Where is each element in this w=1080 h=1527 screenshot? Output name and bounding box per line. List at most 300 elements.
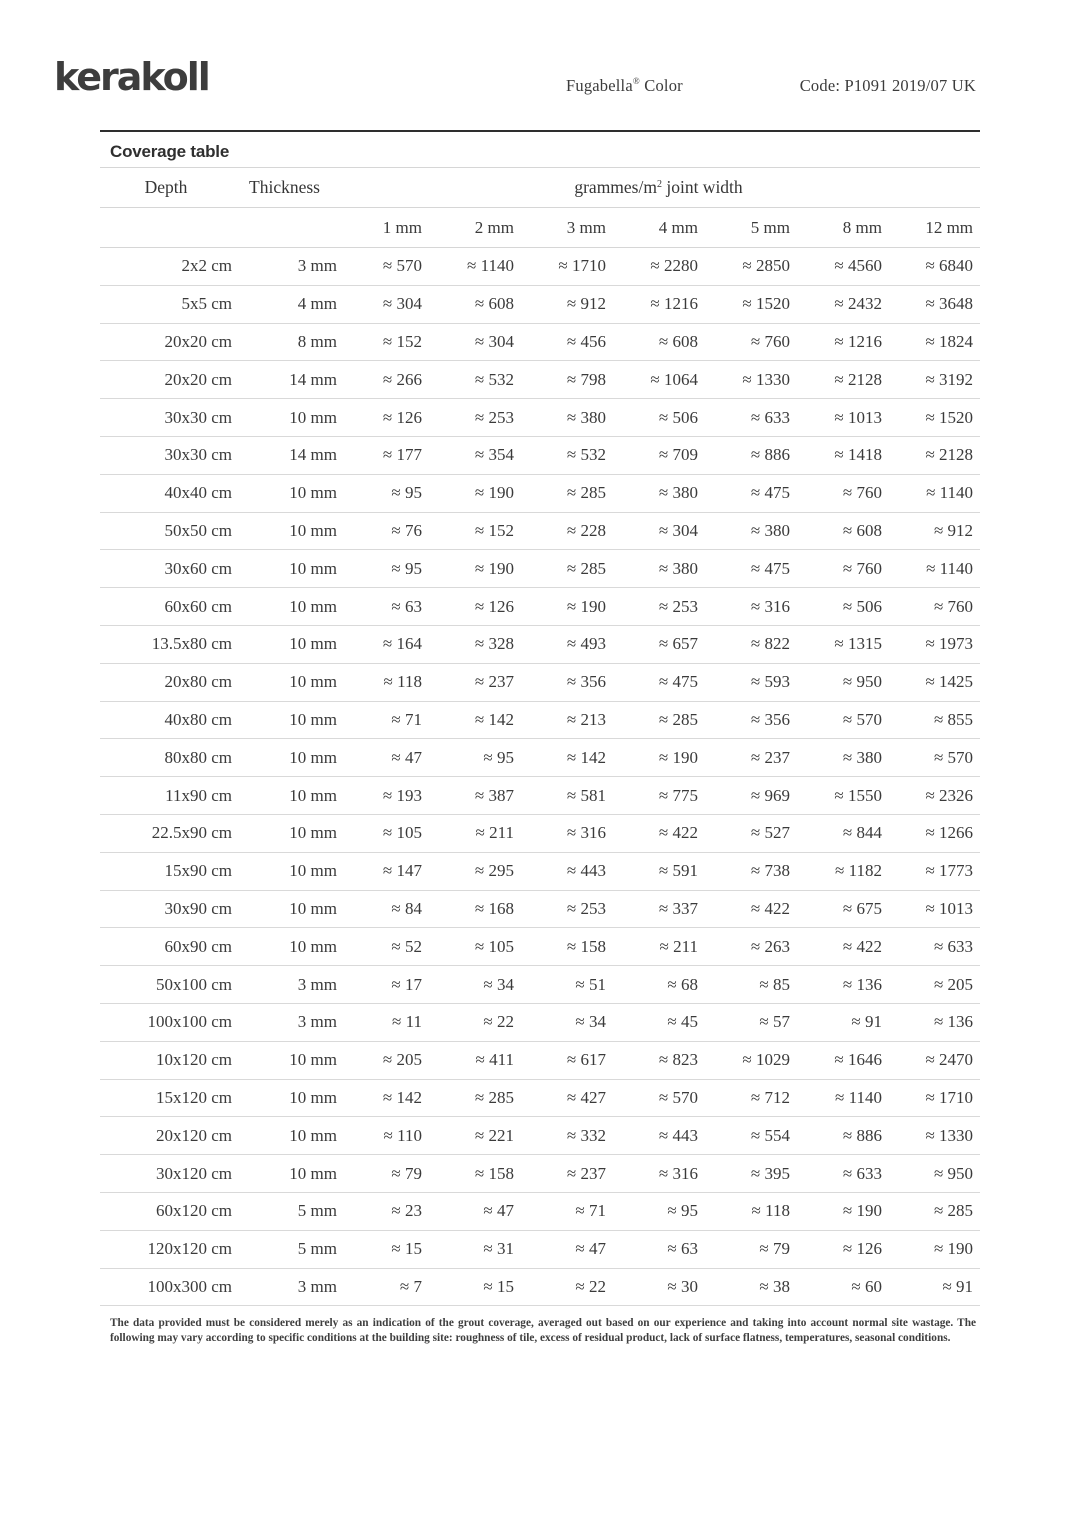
coverage-value-cell: ≈ 1330 — [925, 1125, 974, 1145]
coverage-table-body — [100, 248, 980, 1306]
coverage-value-cell: ≈ 285 — [566, 558, 606, 578]
coverage-value-cell: ≈ 105 — [382, 823, 422, 843]
coverage-value-cell: ≈ 190 — [658, 747, 698, 767]
joint-width-header-cell: 2 mm — [474, 217, 514, 237]
coverage-value-cell: ≈ 1710 — [558, 256, 606, 276]
coverage-value-cell: ≈ 266 — [382, 369, 422, 389]
depth-column-header: Depth — [144, 177, 188, 197]
coverage-value-cell: ≈ 304 — [474, 331, 514, 351]
coverage-value-cell: ≈ 380 — [658, 483, 698, 503]
coverage-value-cell: ≈ 886 — [842, 1125, 882, 1145]
depth-cell: 22.5x90 cm — [151, 823, 232, 843]
coverage-value-cell: ≈ 237 — [566, 1163, 606, 1183]
depth-cell: 30x30 cm — [164, 407, 232, 427]
coverage-value-cell: ≈ 34 — [575, 1012, 606, 1032]
thickness-cell: 4 mm — [297, 294, 337, 314]
coverage-value-cell: ≈ 2128 — [834, 369, 882, 389]
coverage-value-cell: ≈ 316 — [658, 1163, 698, 1183]
coverage-value-cell: ≈ 422 — [842, 936, 882, 956]
coverage-table-section — [100, 130, 980, 1306]
coverage-value-cell: ≈ 570 — [382, 256, 422, 276]
depth-cell: 40x40 cm — [164, 483, 232, 503]
thickness-cell: 3 mm — [297, 256, 337, 276]
coverage-value-cell: ≈ 136 — [933, 1012, 974, 1032]
table-row — [100, 1079, 980, 1117]
document-code: Code: P1091 2019/07 UK — [799, 76, 976, 95]
registered-trademark-symbol: ® — [632, 76, 640, 86]
depth-cell: 15x120 cm — [155, 1087, 232, 1107]
coverage-value-cell: ≈ 380 — [658, 558, 698, 578]
table-row — [100, 966, 980, 1004]
thickness-column-header: Thickness — [249, 177, 320, 197]
coverage-value-cell: ≈ 2470 — [925, 1050, 974, 1070]
thickness-cell: 10 mm — [289, 1163, 337, 1183]
thickness-cell: 3 mm — [297, 974, 337, 994]
coverage-value-cell: ≈ 152 — [382, 331, 422, 351]
coverage-value-cell: ≈ 380 — [750, 520, 790, 540]
coverage-value-cell: ≈ 23 — [391, 1201, 422, 1221]
coverage-value-cell: ≈ 285 — [566, 483, 606, 503]
thickness-cell: 10 mm — [289, 634, 337, 654]
coverage-value-cell: ≈ 11 — [392, 1012, 422, 1032]
coverage-value-cell: ≈ 79 — [391, 1163, 422, 1183]
coverage-value-cell: ≈ 205 — [382, 1050, 422, 1070]
thickness-cell: 14 mm — [289, 369, 337, 389]
table-row — [100, 248, 980, 286]
coverage-value-cell: ≈ 1550 — [834, 785, 882, 805]
coverage-value-cell: ≈ 253 — [474, 407, 514, 427]
depth-cell: 60x60 cm — [164, 596, 232, 616]
coverage-value-cell: ≈ 1140 — [467, 256, 514, 276]
unit-header-rest: joint width — [661, 177, 743, 197]
coverage-value-cell: ≈ 395 — [750, 1163, 790, 1183]
coverage-value-cell: ≈ 775 — [658, 785, 698, 805]
coverage-value-cell: ≈ 760 — [750, 331, 790, 351]
coverage-value-cell: ≈ 675 — [842, 898, 882, 918]
coverage-value-cell: ≈ 76 — [391, 520, 422, 540]
coverage-value-cell: ≈ 221 — [474, 1125, 514, 1145]
table-row — [100, 1155, 980, 1193]
coverage-value-cell: ≈ 6840 — [925, 256, 974, 276]
coverage-value-cell: ≈ 570 — [842, 709, 882, 729]
depth-cell: 50x50 cm — [164, 520, 232, 540]
coverage-value-cell: ≈ 1520 — [925, 407, 974, 427]
coverage-table — [100, 167, 980, 1306]
joint-width-header-row — [100, 208, 980, 248]
thickness-cell: 14 mm — [289, 445, 337, 465]
coverage-value-cell: ≈ 47 — [391, 747, 422, 767]
table-row — [100, 1003, 980, 1041]
coverage-value-cell: ≈ 633 — [750, 407, 790, 427]
coverage-value-cell: ≈ 57 — [759, 1012, 790, 1032]
coverage-value-cell: ≈ 285 — [474, 1087, 514, 1107]
coverage-value-cell: ≈ 823 — [658, 1050, 698, 1070]
coverage-value-cell: ≈ 760 — [933, 596, 974, 616]
product-title-suffix: Color — [644, 76, 683, 95]
thickness-cell: 10 mm — [289, 520, 337, 540]
thickness-cell: 10 mm — [289, 596, 337, 616]
coverage-value-cell: ≈ 591 — [658, 861, 698, 881]
coverage-value-cell: ≈ 253 — [566, 898, 606, 918]
coverage-value-cell: ≈ 95 — [483, 747, 514, 767]
coverage-value-cell: ≈ 1973 — [925, 634, 974, 654]
coverage-value-cell: ≈ 506 — [842, 596, 882, 616]
table-row — [100, 399, 980, 437]
coverage-value-cell: ≈ 633 — [933, 936, 974, 956]
coverage-value-cell: ≈ 380 — [842, 747, 882, 767]
coverage-value-cell: ≈ 328 — [474, 634, 514, 654]
empty-header-cell — [100, 208, 232, 248]
coverage-value-cell: ≈ 84 — [391, 898, 422, 918]
coverage-value-cell: ≈ 657 — [658, 634, 698, 654]
table-row — [100, 361, 980, 399]
coverage-value-cell: ≈ 190 — [474, 483, 514, 503]
coverage-value-cell: ≈ 1216 — [834, 331, 882, 351]
table-row — [100, 512, 980, 550]
table-row — [100, 550, 980, 588]
depth-cell: 60x90 cm — [164, 936, 232, 956]
coverage-value-cell: ≈ 63 — [667, 1239, 698, 1259]
thickness-cell: 10 mm — [289, 1087, 337, 1107]
depth-cell: 20x120 cm — [155, 1125, 232, 1145]
coverage-value-cell: ≈ 427 — [566, 1087, 606, 1107]
thickness-cell: 10 mm — [289, 1125, 337, 1145]
joint-width-header-cell: 3 mm — [566, 217, 606, 237]
coverage-value-cell: ≈ 168 — [474, 898, 514, 918]
coverage-value-cell: ≈ 205 — [933, 974, 974, 994]
coverage-value-cell: ≈ 1710 — [925, 1087, 974, 1107]
coverage-value-cell: ≈ 332 — [566, 1125, 606, 1145]
coverage-value-cell: ≈ 712 — [750, 1087, 790, 1107]
table-row — [100, 1268, 980, 1306]
coverage-value-cell: ≈ 475 — [750, 558, 790, 578]
coverage-value-cell: ≈ 295 — [474, 861, 514, 881]
coverage-value-cell: ≈ 15 — [391, 1239, 422, 1259]
table-row — [100, 701, 980, 739]
coverage-value-cell: ≈ 443 — [658, 1125, 698, 1145]
thickness-cell: 10 mm — [289, 936, 337, 956]
coverage-value-cell: ≈ 228 — [566, 520, 606, 540]
depth-cell: 15x90 cm — [164, 861, 232, 881]
table-row — [100, 1230, 980, 1268]
thickness-cell: 10 mm — [289, 747, 337, 767]
coverage-value-cell: ≈ 950 — [842, 672, 882, 692]
table-row — [100, 474, 980, 512]
depth-cell: 5x5 cm — [181, 294, 232, 314]
coverage-value-cell: ≈ 1773 — [925, 861, 974, 881]
coverage-value-cell: ≈ 47 — [575, 1239, 606, 1259]
coverage-value-cell: ≈ 554 — [750, 1125, 790, 1145]
coverage-value-cell: ≈ 22 — [575, 1276, 606, 1296]
thickness-cell: 8 mm — [297, 331, 337, 351]
coverage-value-cell: ≈ 7 — [399, 1276, 422, 1296]
thickness-cell: 10 mm — [289, 1050, 337, 1070]
coverage-value-cell: ≈ 356 — [566, 672, 606, 692]
coverage-value-cell: ≈ 38 — [759, 1276, 790, 1296]
coverage-value-cell: ≈ 532 — [566, 445, 606, 465]
coverage-value-cell: ≈ 760 — [842, 558, 882, 578]
coverage-value-cell: ≈ 354 — [474, 445, 514, 465]
coverage-value-cell: ≈ 68 — [667, 974, 698, 994]
coverage-value-cell: ≈ 617 — [566, 1050, 606, 1070]
coverage-value-cell: ≈ 17 — [391, 974, 422, 994]
coverage-value-cell: ≈ 912 — [933, 520, 974, 540]
depth-cell: 20x20 cm — [164, 369, 232, 389]
coverage-value-cell: ≈ 1824 — [925, 331, 974, 351]
coverage-value-cell: ≈ 51 — [575, 974, 606, 994]
coverage-value-cell: ≈ 570 — [658, 1087, 698, 1107]
coverage-value-cell: ≈ 1182 — [835, 861, 882, 881]
depth-cell: 100x300 cm — [147, 1276, 232, 1296]
table-row — [100, 323, 980, 361]
table-row — [100, 1041, 980, 1079]
coverage-value-cell: ≈ 950 — [933, 1163, 974, 1183]
coverage-value-cell: ≈ 456 — [566, 331, 606, 351]
coverage-value-cell: ≈ 4560 — [834, 256, 882, 276]
coverage-value-cell: ≈ 31 — [483, 1239, 514, 1259]
coverage-value-cell: ≈ 126 — [474, 596, 514, 616]
coverage-value-cell: ≈ 158 — [474, 1163, 514, 1183]
table-row — [100, 436, 980, 474]
thickness-cell: 10 mm — [289, 785, 337, 805]
coverage-value-cell: ≈ 608 — [842, 520, 882, 540]
thickness-cell: 10 mm — [289, 672, 337, 692]
joint-width-header-cell: 12 mm — [925, 217, 974, 237]
coverage-value-cell: ≈ 532 — [474, 369, 514, 389]
thickness-cell: 10 mm — [289, 709, 337, 729]
coverage-value-cell: ≈ 213 — [566, 709, 606, 729]
coverage-value-cell: ≈ 581 — [566, 785, 606, 805]
coverage-value-cell: ≈ 316 — [566, 823, 606, 843]
coverage-value-cell: ≈ 2280 — [650, 256, 698, 276]
coverage-value-cell: ≈ 798 — [566, 369, 606, 389]
coverage-value-cell: ≈ 1013 — [834, 407, 882, 427]
thickness-cell: 10 mm — [289, 823, 337, 843]
table-header-row — [100, 168, 980, 208]
coverage-value-cell: ≈ 15 — [483, 1276, 514, 1296]
coverage-value-cell: ≈ 190 — [474, 558, 514, 578]
coverage-value-cell: ≈ 570 — [933, 747, 974, 767]
coverage-value-cell: ≈ 63 — [391, 596, 422, 616]
coverage-value-cell: ≈ 1520 — [742, 294, 790, 314]
coverage-value-cell: ≈ 190 — [842, 1201, 882, 1221]
coverage-value-cell: ≈ 387 — [474, 785, 514, 805]
coverage-value-cell: ≈ 1140 — [926, 558, 974, 578]
coverage-value-cell: ≈ 2850 — [742, 256, 790, 276]
coverage-value-cell: ≈ 738 — [750, 861, 790, 881]
coverage-value-cell: ≈ 493 — [566, 634, 606, 654]
coverage-value-cell: ≈ 822 — [750, 634, 790, 654]
depth-cell: 20x80 cm — [164, 672, 232, 692]
coverage-value-cell: ≈ 356 — [750, 709, 790, 729]
depth-cell: 10x120 cm — [155, 1050, 232, 1070]
coverage-value-cell: ≈ 110 — [383, 1125, 422, 1145]
unit-column-header — [337, 168, 980, 208]
joint-width-header-cell: 8 mm — [842, 217, 882, 237]
coverage-value-cell: ≈ 190 — [566, 596, 606, 616]
depth-cell: 30x30 cm — [164, 445, 232, 465]
coverage-value-cell: ≈ 1418 — [834, 445, 882, 465]
coverage-value-cell: ≈ 285 — [658, 709, 698, 729]
coverage-value-cell: ≈ 71 — [391, 709, 422, 729]
coverage-value-cell: ≈ 147 — [382, 861, 422, 881]
coverage-value-cell: ≈ 475 — [658, 672, 698, 692]
table-row — [100, 1117, 980, 1155]
depth-cell: 2x2 cm — [181, 256, 232, 276]
depth-cell: 50x100 cm — [155, 974, 232, 994]
coverage-value-cell: ≈ 608 — [474, 294, 514, 314]
depth-cell: 40x80 cm — [164, 709, 232, 729]
kerakoll-logo: kerakoll — [54, 55, 209, 99]
coverage-value-cell: ≈ 1029 — [742, 1050, 790, 1070]
table-row — [100, 663, 980, 701]
coverage-value-cell: ≈ 47 — [483, 1201, 514, 1221]
coverage-value-cell: ≈ 443 — [566, 861, 606, 881]
table-row — [100, 588, 980, 626]
coverage-value-cell: ≈ 142 — [382, 1087, 422, 1107]
coverage-value-cell: ≈ 316 — [750, 596, 790, 616]
joint-width-header-cell: 5 mm — [750, 217, 790, 237]
coverage-value-cell: ≈ 60 — [851, 1276, 882, 1296]
coverage-value-cell: ≈ 709 — [658, 445, 698, 465]
coverage-value-cell: ≈ 1064 — [650, 369, 698, 389]
product-title — [566, 76, 683, 96]
table-row — [100, 739, 980, 777]
coverage-value-cell: ≈ 1330 — [742, 369, 790, 389]
product-title-name: Fugabella — [566, 76, 633, 95]
joint-width-header-cell: 4 mm — [658, 217, 698, 237]
thickness-cell: 5 mm — [297, 1201, 337, 1221]
coverage-value-cell: ≈ 304 — [382, 294, 422, 314]
table-row — [100, 814, 980, 852]
coverage-value-cell: ≈ 95 — [391, 483, 422, 503]
coverage-value-cell: ≈ 22 — [483, 1012, 514, 1032]
thickness-cell: 3 mm — [297, 1276, 337, 1296]
coverage-value-cell: ≈ 855 — [933, 709, 974, 729]
coverage-value-cell: ≈ 91 — [851, 1012, 882, 1032]
table-row — [100, 928, 980, 966]
coverage-value-cell: ≈ 253 — [658, 596, 698, 616]
coverage-value-cell: ≈ 608 — [658, 331, 698, 351]
coverage-value-cell: ≈ 1266 — [925, 823, 974, 843]
table-row — [100, 890, 980, 928]
coverage-value-cell: ≈ 506 — [658, 407, 698, 427]
coverage-value-cell: ≈ 142 — [474, 709, 514, 729]
coverage-value-cell: ≈ 211 — [475, 823, 514, 843]
coverage-value-cell: ≈ 422 — [750, 898, 790, 918]
coverage-value-cell: ≈ 118 — [751, 1201, 790, 1221]
coverage-value-cell: ≈ 237 — [474, 672, 514, 692]
coverage-value-cell: ≈ 95 — [667, 1201, 698, 1221]
depth-cell: 11x90 cm — [165, 785, 232, 805]
coverage-value-cell: ≈ 304 — [658, 520, 698, 540]
footnote-text: The data provided must be considered merely as an indication of the grout coverage, averaged out based on our experience and taking into account normal site wastage. The following may vary according to specific conditions at the building site: roughness of tile, excess of residual product, lack of surface flatness, temperatures, seasonal conditions. — [110, 1317, 976, 1344]
depth-cell: 13.5x80 cm — [151, 634, 232, 654]
coverage-value-cell: ≈ 633 — [842, 1163, 882, 1183]
thickness-cell: 10 mm — [289, 861, 337, 881]
coverage-value-cell: ≈ 760 — [842, 483, 882, 503]
coverage-value-cell: ≈ 1315 — [834, 634, 882, 654]
table-row — [100, 777, 980, 815]
coverage-value-cell: ≈ 3192 — [925, 369, 974, 389]
coverage-value-cell: ≈ 1216 — [650, 294, 698, 314]
depth-cell: 100x100 cm — [147, 1012, 232, 1032]
coverage-value-cell: ≈ 136 — [842, 974, 882, 994]
coverage-value-cell: ≈ 844 — [842, 823, 882, 843]
coverage-value-cell: ≈ 52 — [391, 936, 422, 956]
depth-cell: 120x120 cm — [147, 1239, 232, 1259]
coverage-value-cell: ≈ 34 — [483, 974, 514, 994]
coverage-value-cell: ≈ 1425 — [925, 672, 974, 692]
coverage-value-cell: ≈ 164 — [382, 634, 422, 654]
coverage-value-cell: ≈ 337 — [658, 898, 698, 918]
coverage-value-cell: ≈ 190 — [933, 1239, 974, 1259]
unit-header-superscript: 2 — [656, 179, 662, 190]
coverage-value-cell: ≈ 105 — [474, 936, 514, 956]
coverage-value-cell: ≈ 91 — [942, 1276, 974, 1296]
coverage-value-cell: ≈ 1140 — [835, 1087, 882, 1107]
table-row — [100, 1192, 980, 1230]
coverage-value-cell: ≈ 969 — [750, 785, 790, 805]
table-row — [100, 852, 980, 890]
depth-cell: 30x60 cm — [164, 558, 232, 578]
coverage-value-cell: ≈ 422 — [658, 823, 698, 843]
coverage-value-cell: ≈ 158 — [566, 936, 606, 956]
thickness-cell: 10 mm — [289, 407, 337, 427]
coverage-value-cell: ≈ 71 — [575, 1201, 606, 1221]
coverage-value-cell: ≈ 177 — [382, 445, 422, 465]
coverage-value-cell: ≈ 1013 — [925, 898, 974, 918]
coverage-value-cell: ≈ 593 — [750, 672, 790, 692]
coverage-value-cell: ≈ 152 — [474, 520, 514, 540]
thickness-cell: 10 mm — [289, 483, 337, 503]
coverage-value-cell: ≈ 527 — [750, 823, 790, 843]
coverage-value-cell: ≈ 30 — [667, 1276, 698, 1296]
coverage-value-cell: ≈ 3648 — [925, 294, 974, 314]
thickness-cell: 10 mm — [289, 898, 337, 918]
coverage-value-cell: ≈ 85 — [759, 974, 790, 994]
coverage-value-cell: ≈ 886 — [750, 445, 790, 465]
depth-cell: 80x80 cm — [164, 747, 232, 767]
coverage-value-cell: ≈ 285 — [933, 1201, 974, 1221]
coverage-value-cell: ≈ 912 — [566, 294, 606, 314]
coverage-value-cell: ≈ 263 — [750, 936, 790, 956]
coverage-value-cell: ≈ 475 — [750, 483, 790, 503]
coverage-value-cell: ≈ 2326 — [925, 785, 974, 805]
coverage-value-cell: ≈ 193 — [382, 785, 422, 805]
coverage-value-cell: ≈ 2432 — [834, 294, 882, 314]
table-row — [100, 285, 980, 323]
coverage-value-cell: ≈ 211 — [659, 936, 698, 956]
coverage-value-cell: ≈ 45 — [667, 1012, 698, 1032]
coverage-value-cell: ≈ 142 — [566, 747, 606, 767]
empty-header-cell — [232, 208, 337, 248]
coverage-table-title: Coverage table — [110, 142, 230, 161]
coverage-value-cell: ≈ 2128 — [925, 445, 974, 465]
coverage-value-cell: ≈ 126 — [842, 1239, 882, 1259]
joint-width-header-cell: 1 mm — [382, 217, 422, 237]
coverage-value-cell: ≈ 79 — [759, 1239, 790, 1259]
coverage-value-cell: ≈ 126 — [382, 407, 422, 427]
depth-cell: 30x120 cm — [155, 1163, 232, 1183]
coverage-value-cell: ≈ 237 — [750, 747, 790, 767]
thickness-cell: 5 mm — [297, 1239, 337, 1259]
thickness-cell: 10 mm — [289, 558, 337, 578]
thickness-cell: 3 mm — [297, 1012, 337, 1032]
depth-cell: 30x90 cm — [164, 898, 232, 918]
unit-header-base: grammes/m — [574, 177, 657, 197]
coverage-value-cell: ≈ 1140 — [926, 483, 974, 503]
